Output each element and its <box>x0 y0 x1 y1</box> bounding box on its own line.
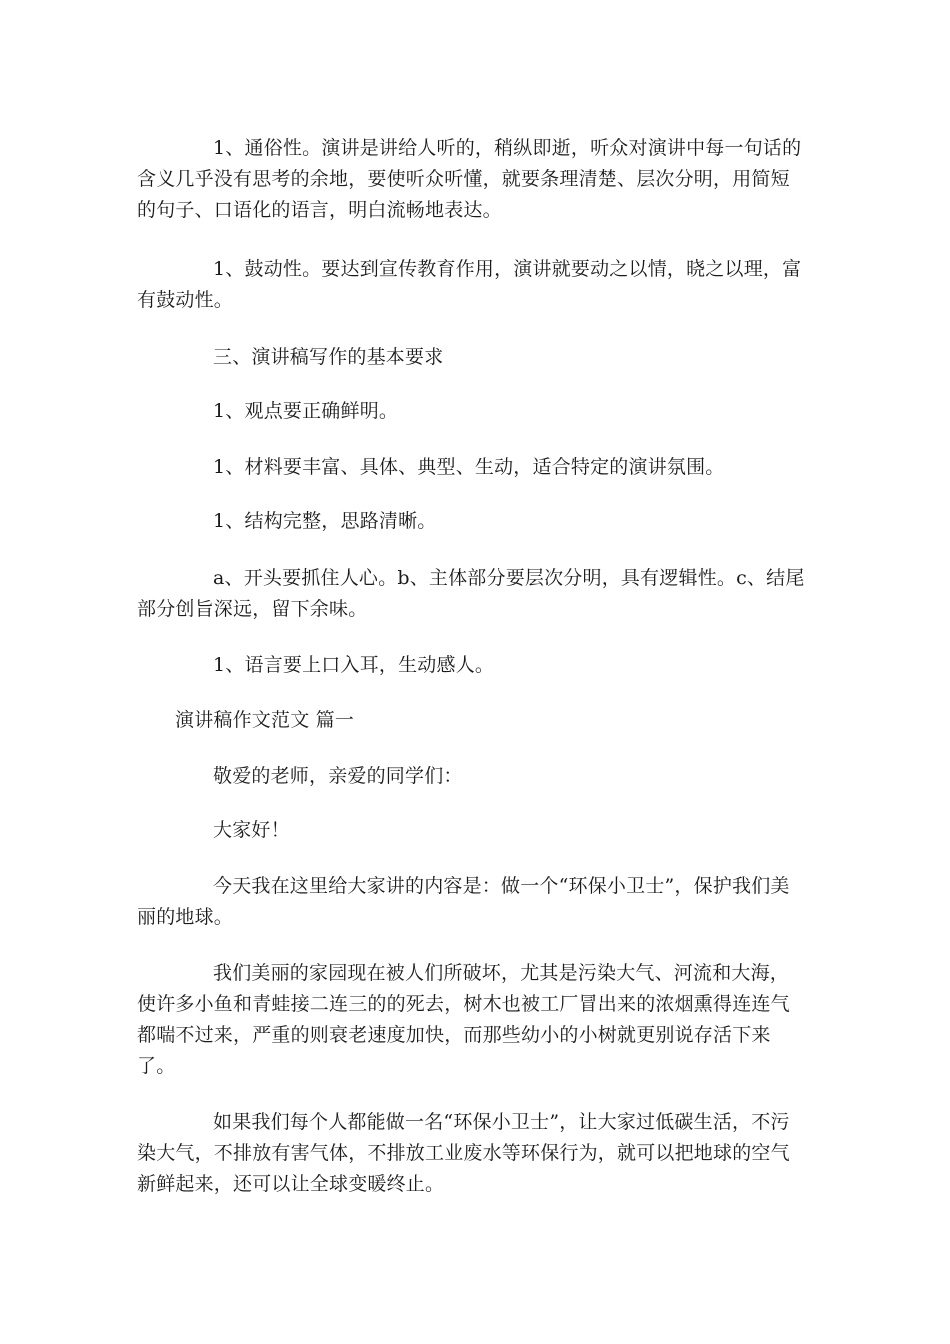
paragraph-popularity: 1、通俗性。演讲是讲给人听的，稍纵即逝，听众对演讲中每一句话的含义几乎没有思考的余地，要使听众听懂，就要条理清楚、层次分明，用简短的句子、口语化的语言，明白流畅地表达。 <box>137 137 802 221</box>
paragraph-guardian: 如果我们每个人都能做一名“环保小卫士”，让大家过低碳生活，不污染大气，不排放有害气体，不排放工业废水等环保行为，就可以把地球的空气新鲜起来，还可以让全球变暖终止。 <box>137 1111 790 1195</box>
paragraph-language: 1、语言要上口入耳，生动感人。 <box>213 654 495 676</box>
paragraph-structure: 1、结构完整，思路清晰。 <box>213 510 437 532</box>
paragraph-salutation: 敬爱的老师，亲爱的同学们： <box>213 765 463 787</box>
paragraph-pollution: 我们美丽的家园现在被人们所破坏，尤其是污染大气、河流和大海，使许多小鱼和青蛙接二连三的的死去，树木也被工厂冒出来的浓烟熏得连连气都喘不过来，严重的则衰老速度加快，而那些幼小的小树就更别说存活下来了。 <box>137 962 790 1077</box>
paragraph-greeting: 大家好！ <box>213 819 290 841</box>
paragraph-viewpoint: 1、观点要正确鲜明。 <box>213 400 399 422</box>
paragraph-inspiring: 1、鼓动性。要达到宣传教育作用，演讲就要动之以情，晓之以理，富有鼓动性。 <box>137 258 802 311</box>
paragraph-material: 1、材料要丰富、具体、典型、生动，适合特定的演讲氛围。 <box>213 456 725 478</box>
paragraph-topic: 今天我在这里给大家讲的内容是：做一个“环保小卫士”，保护我们美丽的地球。 <box>137 875 790 928</box>
paragraph-opening-body-ending: a、开头要抓住人心。b、主体部分要层次分明，具有逻辑性。c、结尾部分创旨深远，留下余味。 <box>137 567 805 620</box>
section-heading-requirements: 三、演讲稿写作的基本要求 <box>213 346 444 368</box>
essay-title: 演讲稿作文范文 篇一 <box>175 709 355 731</box>
